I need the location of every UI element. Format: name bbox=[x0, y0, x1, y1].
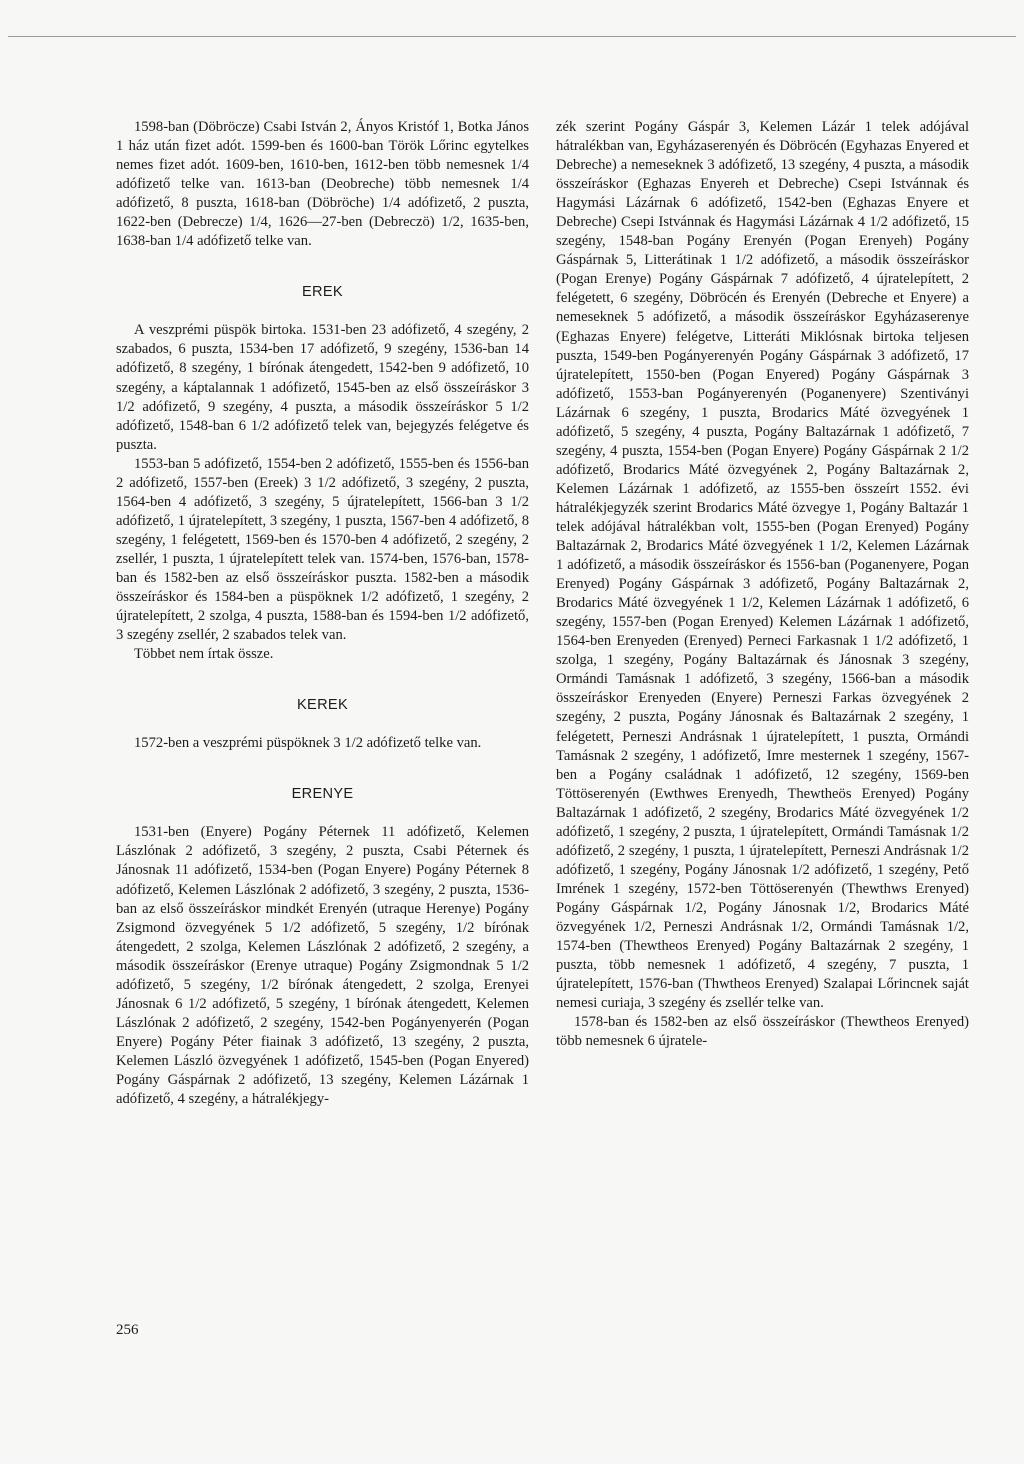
paragraph-erenye-2: 1578-ban és 1582-ben az első összeíráskor (Thewtheos Erenyed) több nemesnek 6 újratele- bbox=[556, 1014, 969, 1050]
paragraph-erek-2: 1553-ban 5 adófizető, 1554-ben 2 adófizető, 1555-ben és 1556-ban 2 adófizető, 1557-ben (Ereek) 3 1/2 adófizető, 3 szegény, 2 puszta, 1564-ben 4 adófizető, 3 szegény, 5 újratelepített, 1566-ban 3 1/2 adófizető, 1 újratelepített, 3 szegény, 1 puszta, 1567-ben 4 adófizető, 8 szegény, 1 felégetett, 1569-ben és 1570-ben 4 adófizető, 2 szegény, 2 zsellér, 1 puszta, 1 újratelepített telek van. 1574-ben, 1576-ban, 1578-ban és 1582-ben az első összeíráskor puszta. 1582-ben a második összeíráskor és 1584-ben a püspöknek 1/2 adófizető, 1 szegény, 2 újratelepített, 2 szolga, 4 puszta, 1588-ban és 1594-ben 1/2 adófizető, 3 szegény zsellér, 2 szabados telek van. bbox=[116, 455, 529, 644]
heading-erek: EREK bbox=[302, 284, 343, 301]
left-column bbox=[116, 118, 529, 1109]
paragraph-kerek: 1572-ben a veszprémi püspöknek 3 1/2 adófizető telke van. bbox=[134, 735, 482, 752]
paragraph-erek-3: Többet nem írtak össze. bbox=[134, 646, 274, 663]
paragraph-erenye-cont: zék szerint Pogány Gáspár 3, Kelemen Lázár 1 telek adójával hátralékban van, Egyházaserenyén és Döbröcén (Egyhazas Enyered et Debreche) a nemeseknek 3 adófizető, 13 szegény, 4 puszta, a második összeíráskor (Eghazas Enyereh et Debreche) Csepi Istvánnak és Hagymási Lázárnak 6 adófizető, 1542-ben (Eghazas Enyere et Debreche) Csepi Istvánnak és Hagymási Lázárnak 4 1/2 adófizető, 15 szegény, 1548-ban Pogány Erenyén (Pogan Erenyeh) Pogány Gáspárnak 5, Litterátinak 1 1/2 adófizető, a második összeíráskor (Pogan Erenye) Pogány Gáspárnak 7 adófizető, 4 újratelepített, 2 felégetett, 6 szegény, Döbröcén és Erenyén (Debreche et Enyere) a nemeseknek 5 adófizető, a második összeíráskor Egyházaserenye (Eghazas Enyere) felégetve, Litteráti Miklósnak birtoka teljesen puszta, 1549-ben Pogányerenyén Pogány Gáspárnak 3 adófizető, 17 újratelepített, 1550-ben (Pogan Enyered) Pogány Gáspárnak 3 adófizető, 1553-ban Pogányerenyén (Poganenyere) Szentiványi Lázárnak 6 szegény, 1 puszta, Brodarics Máté özvegyének 1 adófizető, 5 szegény, 4 puszta, Pogány Baltazárnak 1 adófizető, 7 szegény, 4 puszta, 1554-ben (Pogan Enyere) Pogány Gáspárnak 2 1/2 adófizető, Brodarics Máté özvegyének 2, Pogány Baltazárnak 2, Kelemen Lázárnak 1 adófizető, az 1555-ben összeírt 1552. évi hátralékjegyzék szerint Brodarics Máté özvegye 1, Pogány Baltazár 1 telek adójával hátralékban volt, 1555-ben (Pogan Erenyed) Pogány Baltazárnak 2, Brodarics Máté özvegyének 1 1/2, Kelemen Lázárnak 1 adófizető, a második összeíráskor és 1556-ban (Poganenyere, Pogan Erenyed) Pogány Gáspárnak 3 adófizető, Pogány Baltazárnak 2, Brodarics Máté özvegyének 1 1/2, Kelemen Lázárnak 1 adófizető, 6 szegény, 1557-ben (Pogan Erenyed) Kelemen Lázárnak 1 adófizető, 1564-ben Erenyeden (Erenyed) Perneci Farkasnak 1 1/2 adófizető, 1 szolga, 1 szegény, Pogány Baltazárnak és Jánosnak 3 szegény, Ormándi Tamásnak 1 adófizető, 3 szegény, 1566-ban a második összeíráskor Erenyeden (Enyere) Perneszi Farkas özvegyének 2 szegény, 2 puszta, Pogány Jánosnak és Baltazárnak 2 szegény, 1 felégetett, Perneszi Andrásnak 1 újratelepített, 1 puszta, Ormándi Tamásnak 2 szegény, 1 adófizető, Imre mesternek 1 szegény, 1567-ben a Pogány családnak 1 adófizető, 12 szegény, 1569-ben Töttöserenyén (Ewthwes Erenyedh, Thewtheös Erenyed) Pogány Baltazárnak 1 adófizető, 2 szegény, Brodarics Máté özvegyének 1/2 adófizető, 1 szegény, 2 puszta, 1 újratelepített, Ormándi Tamásnak 1/2 adófizető, 2 szegény, 1 puszta, 1 újratelepített, Perneszi Andrásnak 1/2 adófizető, 1 szegény, Pogány Jánosnak 1/2 adófizető, 1 szegény, Pető Imrének 1 szegény, 1572-ben Töttöserenyén (Thewthws Erenyed) Pogány Gáspárnak 1/2, Pogány Jánosnak 1/2, Brodarics Máté özvegyének 1/2, Perneszi Andrásnak 1/2, Ormándi Tamásnak 1/2, 1574-ben (Thewtheos Erenyed) Pogány Baltazárnak 2 szegény, 1 puszta, több nemesnek 1 adófizető, 4 szegény, 7 puszta, 1 újratelepített, 1576-ban (Thwtheos Erenyed) Szalapai Lőrincnek saját nemesi curiaja, 3 szegény és zsellér telke van. bbox=[556, 119, 969, 1012]
paragraph-dobrocze: 1598-ban (Döbröcze) Csabi István 2, Ányos Kristóf 1, Botka János 1 ház után fizet adót. 1599-ben és 1600-ban Török Lőrinc egytelkes nemes fizet adót. 1609-ben, 1610-ben, 1612-ben több nemesnek 1/4 adófizető telke van. 1613-ban (Deobreche) több nemesnek 1/4 adófizető, 8 puszta, 1618-ban (Döbröche) 1/4 adófizető, 2 puszta, 1622-ben (Debrecze) 1/4, 1626—27-ben (Debreczö) 1/2, 1635-ben, 1638-ban 1/4 adófizető telke van. bbox=[116, 119, 529, 250]
heading-erenye: ERENYE bbox=[291, 786, 354, 803]
right-column bbox=[556, 118, 969, 1051]
paragraph-erenye-1: 1531-ben (Enyere) Pogány Péternek 11 adófizető, Kelemen Lászlónak 2 adófizető, 3 szegény, 2 puszta, Csabi Péternek és Jánosnak 11 adófizető, 1534-ben (Pogan Enyere) Pogány Péternek 8 adófizető, Kelemen Lászlónak 2 adófizető, 3 szegény, 2 puszta, 1536-ban az első összeíráskor mindkét Erenyén (utraque Herenye) Pogány Zsigmond özvegyének 5 1/2 adófizető, 5 szegény, 1/2 bírónak átengedett, 2 szolga, Kelemen Lászlónak 2 adófizető, 2 szegény, a második összeíráskor (Erenye utraque) Pogány Zsigmondnak 5 1/2 adófizető, 5 szegény, 1/2 bírónak átengedett, 2 szolga, Erenyei Jánosnak 6 1/2 adófizető, 5 szegény, 1 bírónak átengedett, Kelemen Lászlónak 2 adófizető, 2 szegény, 1542-ben Pogányenyerén (Pogan Enyere) Pogány Péter fiainak 3 adófizető, 13 szegény, 2 puszta, Kelemen László özvegyének 1 adófizető, 1545-ben (Pogan Enyered) Pogány Gáspárnak 2 adófizető, 13 szegény, Kelemen Lázárnak 1 adófizető, 4 szegény, a hátralékjegy- bbox=[116, 824, 529, 1108]
top-rule bbox=[8, 36, 1016, 37]
heading-kerek: KEREK bbox=[297, 697, 348, 714]
page-number: 256 bbox=[116, 1322, 139, 1338]
paragraph-erek-1: A veszprémi püspök birtoka. 1531-ben 23 adófizető, 4 szegény, 2 szabados, 6 puszta, 1534-ben 17 adófizető, 9 szegény, 1536-ban 14 adófizető, 8 szegény, 1 bírónak átengedett, 1542-ben 9 adófizető, 10 szegény, a káptalannak 1 adófizető, 1545-ben az első összeíráskor 3 1/2 adófizető, 9 szegény, 4 puszta, a második összeíráskor 5 1/2 adófizető, 1548-ban 6 1/2 adófizető telek van, bejegyzés felégetve és puszta. bbox=[116, 322, 529, 453]
